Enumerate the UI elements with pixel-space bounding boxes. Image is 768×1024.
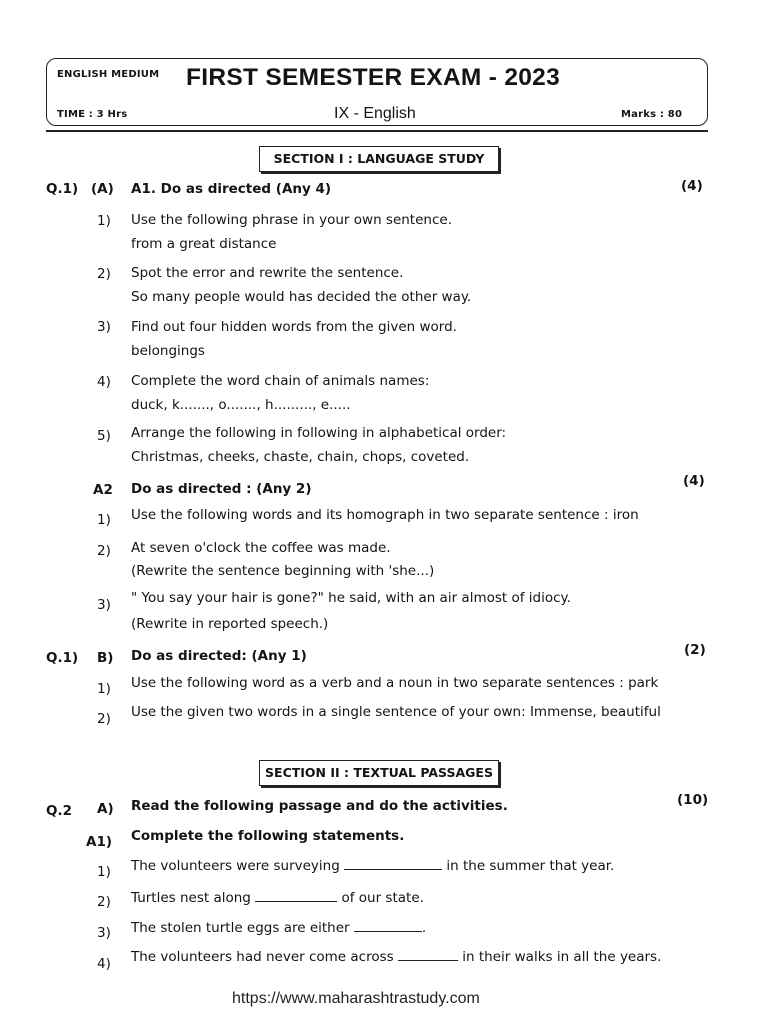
a2-item-line1: At seven o'clock the coffee was made. <box>131 540 391 556</box>
q1a-item-num: 1) <box>97 213 111 229</box>
a2-label: A2 <box>93 482 113 498</box>
q1a-item-line1: Use the following phrase in your own sentence. <box>131 212 452 228</box>
q1a-item-num: 2) <box>97 266 111 282</box>
fill-blank-before: The volunteers had never come across <box>131 949 394 965</box>
q1a-item-num: 5) <box>97 428 111 444</box>
a2-item-num: 1) <box>97 512 111 528</box>
q1b-marks: (2) <box>684 642 706 658</box>
fill-blank-after: in their walks in all the years. <box>462 949 662 965</box>
fill-blank-item <box>131 858 614 874</box>
q1b-heading: Do as directed: (Any 1) <box>131 648 307 664</box>
q1a-item-line1: Arrange the following in following in alphabetical order: <box>131 425 507 441</box>
exam-title: FIRST SEMESTER EXAM - 2023 <box>186 64 561 91</box>
fill-blank-before: The stolen turtle eggs are either <box>131 920 350 936</box>
a2-item-num: 2) <box>97 543 111 559</box>
q1a-item-num: 3) <box>97 319 111 335</box>
q1a-item-line1: Spot the error and rewrite the sentence. <box>131 265 404 281</box>
fill-blank-line <box>255 890 337 902</box>
time-label: TIME : 3 Hrs <box>57 109 128 120</box>
q2-item-num: 2) <box>97 894 111 910</box>
q1a-item-line1: Complete the word chain of animals names: <box>131 373 430 389</box>
q2-heading: Read the following passage and do the activities. <box>131 798 508 814</box>
a2-item-num: 3) <box>97 597 111 613</box>
fill-blank-after: of our state. <box>341 890 424 906</box>
footer-url: https://www.maharashtrastudy.com <box>232 990 480 1007</box>
q1a-heading: A1. Do as directed (Any 4) <box>131 181 332 197</box>
q2-marks: (10) <box>677 792 709 808</box>
q1a-item-line2: So many people would has decided the other way. <box>131 289 472 305</box>
q1b-item-num: 2) <box>97 711 111 727</box>
q1b-item-text: Use the given two words in a single sentence of your own: Immense, beautiful <box>131 704 661 720</box>
header-rule <box>46 130 708 132</box>
q1a-number: Q.1) <box>46 181 79 197</box>
fill-blank-item <box>131 949 661 965</box>
fill-blank-before: The volunteers were surveying <box>131 858 340 874</box>
q1b-item-text: Use the following word as a verb and a noun in two separate sentences : park <box>131 675 659 691</box>
marks-label: Marks : 80 <box>621 109 683 120</box>
fill-blank-before: Turtles nest along <box>131 890 251 906</box>
q2-item-num: 1) <box>97 864 111 880</box>
a2-heading: Do as directed : (Any 2) <box>131 481 312 497</box>
q1a-item-line2: belongings <box>131 343 205 359</box>
fill-blank-line <box>354 920 422 932</box>
a2-item-line2: (Rewrite the sentence beginning with 'she...) <box>131 563 435 579</box>
a2-marks: (4) <box>683 473 705 489</box>
fill-blank-item <box>131 920 426 936</box>
q2-a1-heading: Complete the following statements. <box>131 828 405 844</box>
q1a-marks: (4) <box>681 178 703 194</box>
q1a-item-num: 4) <box>97 374 111 390</box>
q2-part: A) <box>97 801 114 817</box>
q1b-part: B) <box>97 650 114 666</box>
a2-item-line1: Use the following words and its homograph in two separate sentence : iron <box>131 507 639 523</box>
q2-item-num: 4) <box>97 956 111 972</box>
fill-blank-line <box>398 949 458 961</box>
subject-label: IX - English <box>334 105 416 122</box>
fill-blank-item <box>131 890 424 906</box>
q2-number: Q.2 <box>46 803 72 819</box>
a2-item-line1: " You say your hair is gone?" he said, with an air almost of idiocy. <box>131 590 571 606</box>
q1a-item-line2: from a great distance <box>131 236 277 252</box>
fill-blank-line <box>344 858 442 870</box>
q1a-item-line1: Find out four hidden words from the given word. <box>131 319 457 335</box>
q1b-number: Q.1) <box>46 650 79 666</box>
q2-a1-label: A1) <box>86 834 113 850</box>
medium-label: ENGLISH MEDIUM <box>57 69 160 80</box>
section-1-title: SECTION I : LANGUAGE STUDY <box>259 146 499 172</box>
q1a-item-line2: duck, k......., o......., h........., e..... <box>131 397 351 413</box>
q2-item-num: 3) <box>97 925 111 941</box>
section-2-title: SECTION II : TEXTUAL PASSAGES <box>259 760 499 786</box>
q1a-item-line2: Christmas, cheeks, chaste, chain, chops, coveted. <box>131 449 470 465</box>
a2-item-line2: (Rewrite in reported speech.) <box>131 616 329 632</box>
q1a-part: (A) <box>91 181 114 197</box>
fill-blank-after: . <box>421 920 427 936</box>
q1b-item-num: 1) <box>97 681 111 697</box>
fill-blank-after: in the summer that year. <box>446 858 615 874</box>
